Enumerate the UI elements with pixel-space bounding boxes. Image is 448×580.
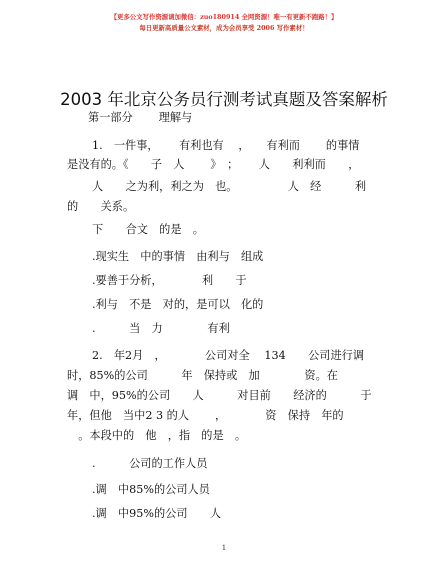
q2-option-b: .调 中85%的公司人员 bbox=[92, 483, 210, 496]
q1-option-c: .利与 不是 对的，是可以 化的 bbox=[92, 298, 264, 311]
q1-option-b: .要善于分析， 利 于 bbox=[92, 274, 247, 287]
page-number: 1 bbox=[221, 544, 227, 552]
q2-line-2: 时，85%的公司 年 保持或 加 资。在 bbox=[67, 369, 338, 382]
q1-line-2: 是没有的。《 子 人 》 ； 人 利利而 ， bbox=[67, 158, 360, 171]
section-heading: 第一部分 理解与 bbox=[88, 111, 193, 124]
q2-option-c: .调 中95%的公司 人 bbox=[92, 507, 222, 520]
q2-line-4: 年，但他 当中2 3 的人 ， 资 保持 年的 bbox=[67, 409, 344, 422]
q1-line-4: 的 关系。 bbox=[67, 200, 135, 213]
document-title: 2003 年北京公务员行测考试真题及答案解析 bbox=[60, 90, 388, 109]
q2-option-a: . 公司的工作人员 bbox=[92, 457, 208, 470]
q1-line-3: 人 之为利，利之为 也。 人 经 利 bbox=[92, 180, 367, 193]
q1-line-1: 1. 一件事， 有利也有 ， 有利而 的事情 bbox=[92, 139, 360, 152]
promo-banner-line-1: 【更多公文写作资源请加微信：zuo180914 全网资源！唯一有更新不跑路！】 bbox=[110, 13, 338, 21]
promo-banner-line-2: 每日更新高质量公文素材，成为会员享受 2006 写作素材！ bbox=[139, 24, 309, 32]
q2-line-1: 2. 年2月 ， 公司对全 134 公司进行调 bbox=[92, 349, 365, 362]
q2-line-5: 。本段中的 他 ，指 的是 。 bbox=[67, 429, 247, 442]
q1-option-d: . 当 力 有利 bbox=[92, 322, 230, 335]
q2-line-3: 调 中，95%的公司 人 对目前 经济的 于 bbox=[67, 389, 372, 402]
q1-prompt: 下 合文 的是 。 bbox=[92, 223, 204, 236]
q1-option-a: .现实生 中的事情 由利与 组成 bbox=[92, 250, 264, 263]
